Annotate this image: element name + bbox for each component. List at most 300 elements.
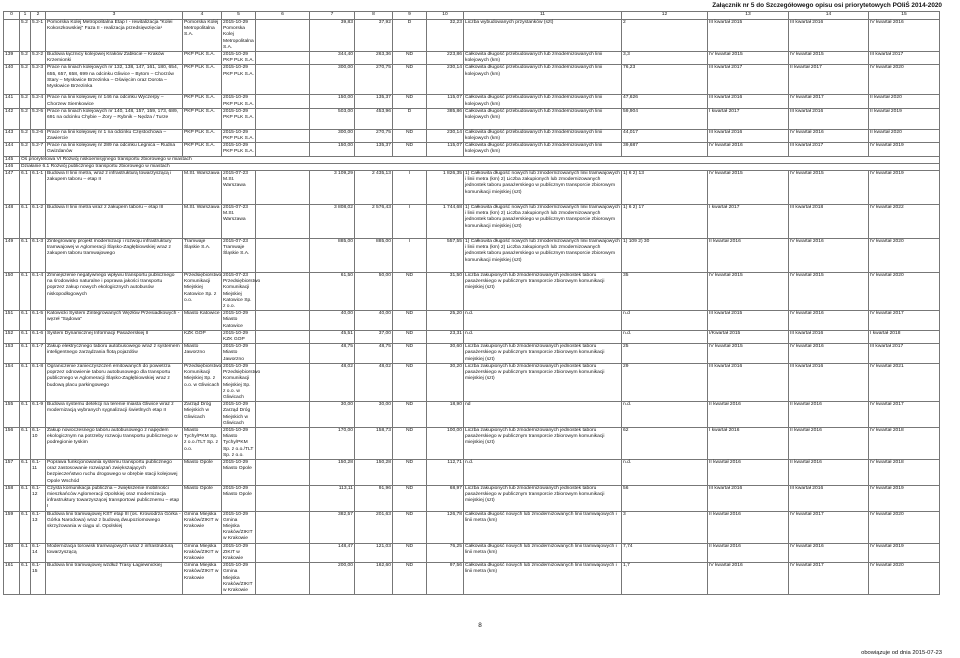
table-cell-col-10: 115,07	[427, 143, 464, 156]
table-cell-col-8: 91,96	[355, 485, 393, 511]
table-cell-col-13: IV kwartał 2015	[708, 344, 789, 364]
table-cell-col-10: 31,50	[427, 273, 464, 311]
table-cell-col-11: Całkowita długość przebudowanych lub zmodernizowanych linii kolejowych (km)	[464, 95, 622, 108]
table-cell-col-0: 159	[4, 511, 20, 543]
table-cell-col-11: Liczba zakupionych lub zmodernizowanych jednostek taboru pasażerskiego w publicznym transporcie zbiorowym komunikacji miejskiej (szt)	[464, 344, 622, 364]
table-cell-col-6	[256, 344, 310, 364]
table-cell-col-6	[256, 459, 310, 485]
table-cell-col-4: Przedsiębiorstwo Komunikacji Miejskiej Katowice Sp. z o.o.	[183, 273, 222, 311]
table-cell-col-12: 76,23	[622, 65, 708, 95]
table-cell-col-14: IV kwartał 2016	[789, 129, 869, 142]
table-row	[4, 344, 940, 364]
table-cell-col-9: I	[393, 171, 427, 205]
table-cell-col-11: Całkowita długość nowych lub zmodernizowanych linii tramwajowych i linii metra (km)	[464, 511, 622, 543]
table-cell-col-4: Miasto Opole	[183, 459, 222, 485]
table-cell-col-0: 151	[4, 311, 20, 331]
table-cell-col-10: 223,86	[427, 52, 464, 65]
cell-lp: 146	[4, 163, 20, 170]
table-cell-col-9: ND	[393, 402, 427, 428]
table-cell-col-6	[256, 205, 310, 239]
table-cell-col-10: 126,78	[427, 511, 464, 543]
table-cell-col-12: 35	[622, 273, 708, 311]
table-cell-col-12: 3,3	[622, 52, 708, 65]
table-cell-col-13: III kwartał 2016	[708, 95, 789, 108]
table-cell-col-11: 1) Całkowita długość nowych lub zmodernizowanych linii tramwajowych i linii metra (km) 2) Liczba zakupionych lub zmodernizowanych jednostek taboru pasażerskiego w publicznym transporcie zbiorowym komunikacji miejskiej (szt)	[464, 171, 622, 205]
table-cell-col-15: IV kwartał 2020	[869, 65, 940, 95]
table-cell-col-9: D	[393, 20, 427, 52]
table-cell-col-0: 160	[4, 543, 20, 563]
table-cell-col-6	[256, 311, 310, 331]
table-row	[4, 485, 940, 511]
table-cell-col-6	[256, 485, 310, 511]
table-cell-col-7: 45,51	[310, 330, 355, 343]
table-cell-col-1: 6.1	[20, 402, 31, 428]
table-cell-col-8: 270,75	[355, 65, 393, 95]
table-cell-col-13: III kwartał 2017	[708, 65, 789, 95]
table-cell-col-15: III kwartał 2017	[869, 52, 940, 65]
table-row	[4, 511, 940, 543]
table-cell-col-4: PKP PLK S.A.	[183, 129, 222, 142]
table-cell-col-10: 30,20	[427, 363, 464, 401]
table-cell-col-4: Pomorska Kolej Metropolitalna S.A.	[183, 20, 222, 52]
table-cell-col-10: 97,56	[427, 563, 464, 595]
table-cell-col-13: IV kwartał 2016	[708, 563, 789, 595]
table-cell-col-0: 149	[4, 239, 20, 273]
table-cell-col-1: 6.1	[20, 427, 31, 459]
table-cell-col-12: 1) 6 2) 13	[622, 171, 708, 205]
table-cell-col-0: 161	[4, 563, 20, 595]
table-cell-col-15: II kwartał 2020	[869, 129, 940, 142]
table-cell-col-12: 44,017	[622, 129, 708, 142]
table-row	[4, 52, 940, 65]
table-cell-col-2: 6.1-3	[31, 239, 46, 273]
table-cell-col-5: 2015-07-23 M.St. Warszawa	[222, 171, 256, 205]
table-cell-col-7: 3 808,02	[310, 205, 355, 239]
table-cell-col-2: 5.2-7	[31, 143, 46, 156]
table-cell-col-15: IV kwartał 2020	[869, 273, 940, 311]
column-number: 13	[708, 12, 789, 20]
table-cell-col-7: 885,00	[310, 239, 355, 273]
table-cell-col-4: PKP PLK S.A.	[183, 52, 222, 65]
table-cell-col-2: 6.1-14	[31, 543, 46, 563]
table-cell-col-13: III kwartał 2016	[708, 129, 789, 142]
table-cell-col-1: 6.1	[20, 330, 31, 343]
table-cell-col-1: 6.1	[20, 543, 31, 563]
table-cell-col-11: 1) Całkowita długość nowych lub zmodernizowanych linii tramwajowych i linii metra (km) 2) Liczba zakupionych lub zmodernizowanych jednostek taboru pasażerskiego w publicznym transporcie zbiorowym komunikacji miejskiej (szt)	[464, 205, 622, 239]
table-cell-col-10: 100,00	[427, 427, 464, 459]
table-cell-col-5: 2015-10-29 ZIKIT w Krakowie	[222, 543, 256, 563]
table-cell-col-8: 158,73	[355, 427, 393, 459]
table-cell-col-15: IV kwartał 2017	[869, 311, 940, 331]
table-cell-col-8: 453,96	[355, 108, 393, 129]
table-cell-col-4: Miasto Jaworzno	[183, 344, 222, 364]
table-cell-col-7: 503,00	[310, 108, 355, 129]
table-cell-col-12: 1) 6 2) 17	[622, 205, 708, 239]
table-cell-col-10: 18,90	[427, 402, 464, 428]
table-cell-col-14: IV kwartał 2015	[789, 52, 869, 65]
table-cell-col-0: 141	[4, 95, 20, 108]
table-cell-col-3: Budowa II linii metra, wraz z infrastrukturą towarzyszącą i zakupem taboru – etap II	[46, 171, 183, 205]
table-cell-col-15: IV kwartał 2020	[869, 563, 940, 595]
table-cell-col-8: 50,00	[355, 273, 393, 311]
table-cell-col-0: 142	[4, 108, 20, 129]
table-cell-col-15: II kwartał 2019	[869, 108, 940, 129]
table-cell-col-4: Zarząd Dróg Miejskich w Gliwicach	[183, 402, 222, 428]
table-cell-col-6	[256, 511, 310, 543]
table-cell-col-5: 2015-10-29 Pomorska Kolej Metropolitalna S.A.	[223, 20, 254, 50]
table-cell-col-6	[256, 143, 310, 156]
table-cell-col-5: 2015-10-29 Miasto Jaworzno	[222, 344, 256, 364]
table-cell-col-0: 152	[4, 330, 20, 343]
table-cell-col-6	[256, 543, 310, 563]
table-cell-col-13: III kwartał 2016	[708, 485, 789, 511]
table-cell-col-5: 2015-10-29 PKP PLK S.A.	[222, 65, 256, 95]
table-cell-col-3: Katowicki System Zintegrowanych Węzłów Przesiadkowych - węzeł "Sądowa"	[46, 311, 183, 331]
table-cell-col-12: 1,7	[622, 563, 708, 595]
table-cell-col-1: 6.1	[20, 511, 31, 543]
table-cell-col-9: I	[393, 205, 427, 239]
table-cell-col-3: Zmniejszenie negatywnego wpływu transportu publicznego na środowisko naturalne i poprawa jakości transportu poprzez zakup nowych ekologicznych autobusów niskopodłogowych	[46, 273, 183, 311]
table-cell-col-5: 2015-10-29 Gmina Miejska Kraków/ZIKIT w Krakowie	[222, 563, 256, 595]
table-cell-col-6	[256, 330, 310, 343]
table-cell-col-14: IV kwartał 2015	[789, 273, 869, 311]
table-cell-col-12: 3	[622, 511, 708, 543]
table-row	[4, 563, 940, 595]
table-cell-col-15: II kwartał 2020	[869, 95, 940, 108]
table-row	[4, 459, 940, 485]
table-cell-col-1: 5.2	[20, 108, 31, 129]
table-cell-col-9: ND	[393, 129, 427, 142]
table-cell-col-4: M.St. Warszawa	[183, 171, 222, 205]
table-cell-col-12: 62	[622, 427, 708, 459]
table-cell-col-11: Liczba wybudowanych przystanków (szt)	[464, 20, 622, 52]
table-cell-col-2: 5.2-3	[31, 65, 46, 95]
table-cell-col-3: Modernizacja torowisk tramwajowych wraz z infrastrukturą towarzyszącą	[46, 543, 183, 563]
table-cell-col-3: Budowa systemu detekcji na terenie miasta Gliwice wraz z modernizacją wybranych sygnalizacji świetlnych etap II	[46, 402, 183, 428]
table-cell-col-15: IV kwartał 2020	[869, 511, 940, 543]
table-cell-col-11: Całkowita długość przebudowanych lub zmodernizowanych linii kolejowych (km)	[464, 129, 622, 142]
section-row	[4, 163, 940, 170]
section-title: Działanie 6.1 Rozwój publicznego transportu zbiorowego w miastach	[20, 163, 940, 170]
table-cell-col-11: n.d.	[464, 311, 622, 331]
table-cell-col-10: 112,71	[427, 459, 464, 485]
table-cell-col-3: System Dynamicznej Informacji Pasażerskiej II	[46, 330, 183, 343]
table-cell-col-3: Prace na linii kolejowej nr 1 na odcinku Częstochowa – Zawiercie	[46, 129, 183, 142]
table-cell-col-1: 6.1	[20, 363, 31, 401]
column-number: 12	[622, 12, 708, 20]
table-cell-col-1: 6.1	[20, 311, 31, 331]
table-row	[4, 205, 940, 239]
table-cell-col-2: 6.1-4	[31, 273, 46, 311]
table-cell-col-10: 32,23	[427, 20, 464, 52]
table-cell-col-1: 6.1	[20, 485, 31, 511]
table-cell-col-11: Całkowita długość przebudowanych lub zmodernizowanych linii kolejowych (km)	[464, 143, 622, 156]
table-cell-col-3: Prace na liniach kolejowych nr 140, 148, 157, 159, 173, 689, 691 na odcinku Chybie – Żory – Rybnik – Nędza / Turze	[46, 108, 183, 129]
table-cell-col-14: IV kwartał 2015	[789, 171, 869, 205]
table-cell-col-4: Gmina Miejska Kraków/ZIKIT w Krakowie	[183, 511, 222, 543]
table-cell-col-9: ND	[393, 563, 427, 595]
table-cell-col-2: 6.1-8	[31, 363, 46, 401]
table-cell-col-12: n.d	[622, 311, 708, 331]
table-cell-col-1: 6.1	[20, 205, 31, 239]
table-cell-col-7: 382,57	[310, 511, 355, 543]
table-cell-col-13: III kwartał 2015	[708, 20, 789, 52]
table-cell-col-10: 68,97	[427, 485, 464, 511]
column-number: 3	[46, 12, 183, 20]
table-cell-col-0: 147	[4, 171, 20, 205]
table-cell-col-11: Liczba zakupionych lub zmodernizowanych jednostek taboru pasażerskiego w publicznym transporcie zbiorowym komunikacji miejskiej (szt)	[464, 363, 622, 401]
table-cell-col-14: II kwartał 2016	[789, 427, 869, 459]
table-cell-col-1: 6.1	[20, 273, 31, 311]
table-cell-col-2: 6.1-11	[31, 459, 46, 485]
table-cell-col-9: ND	[393, 311, 427, 331]
table-cell-col-0: 139	[4, 52, 20, 65]
table-cell-col-0: 157	[4, 459, 20, 485]
table-cell-col-14: IV kwartał 2016	[789, 344, 869, 364]
table-row	[4, 543, 940, 563]
table-cell-col-5: 2015-10-29 Miasto Opole	[222, 485, 256, 511]
table-cell-col-13: IV kwartał 2015	[708, 52, 789, 65]
table-cell-col-2: 5.2-5	[31, 108, 46, 129]
table-cell-col-6	[256, 563, 310, 595]
table-cell-col-0: 143	[4, 129, 20, 142]
column-number-row	[4, 12, 940, 20]
table-cell-col-1: 6.1	[20, 459, 31, 485]
table-cell-col-0: 140	[4, 65, 20, 95]
page-number: 8	[478, 622, 482, 629]
table-row	[4, 273, 940, 311]
table-cell-col-10: 25,20	[427, 311, 464, 331]
table-cell-col-3: Zakup nowoczesnego taboru autobusowego z napędem ekologicznym na potrzeby rozwoju transportu publicznego w podregionie tyskim	[46, 427, 183, 459]
table-cell-col-14: IV kwartał 2016	[789, 311, 869, 331]
table-cell-col-7: 48,75	[310, 344, 355, 364]
column-number: 1	[20, 12, 31, 20]
section-row	[4, 156, 940, 163]
table-cell-col-13: I kwartał 2017	[708, 108, 789, 129]
table-cell-col-1: 6.1	[20, 344, 31, 364]
table-cell-col-12: 47,626	[622, 95, 708, 108]
table-cell-col-4: PKP PLK S.A.	[183, 143, 222, 156]
table-cell-col-3: Budowa łącznicy kolejowej Kraków Zabłocie – Kraków Krzemionki	[46, 52, 183, 65]
table-cell-col-7: 150,28	[310, 459, 355, 485]
table-cell-col-4: PKP PLK S.A.	[183, 65, 222, 95]
table-cell-col-7: 170,00	[310, 427, 355, 459]
table-cell-col-9: ND	[393, 459, 427, 485]
table-cell-col-11: Liczba zakupionych lub zmodernizowanych jednostek taboru pasażerskiego w publicznym transporcie zbiorowym komunikacji miejskiej (szt)	[464, 273, 622, 311]
table-cell-col-3: Budowa II linii metra wraz z zakupem taboru – etap III	[46, 205, 183, 239]
table-cell-col-9: ND	[393, 363, 427, 401]
table-cell-col-15: III kwartał 2017	[869, 344, 940, 364]
table-cell-col-13: I kwartał 2017	[708, 205, 789, 239]
table-cell-col-11: 1) Całkowita długość nowych lub zmodernizowanych linii tramwajowych i linii metra (km) 2) Liczba zakupionych lub zmodernizowanych jednostek taboru pasażerskiego w publicznym transporcie zbiorowym komunikacji miejskiej (szt)	[464, 239, 622, 273]
table-cell-col-3: Czysta komunikacja publiczna – zwiększenie mobilności mieszkańców Aglomeracji Opolskiej oraz modernizacja infrastruktury towarzyszącej transportowi publicznemu – etap I	[46, 485, 183, 511]
table-cell-col-0: 144	[4, 143, 20, 156]
table-cell-col-14: IV kwartał 2016	[789, 543, 869, 563]
table-cell-col-4: Tramwaje Śląskie S.A.	[183, 239, 222, 273]
table-cell-col-9: D	[393, 108, 427, 129]
table-cell-col-9: ND	[393, 95, 427, 108]
table-cell-col-7: 200,00	[310, 563, 355, 595]
table-cell-col-5: 2015-10-29 PKP PLK S.A.	[223, 52, 254, 64]
table-cell-col-9: I	[393, 239, 427, 273]
table-cell-col-0	[4, 20, 20, 52]
table-cell-col-0: 153	[4, 344, 20, 364]
table-cell-col-0: 158	[4, 485, 20, 511]
table-cell-col-8: 48,02	[355, 363, 393, 401]
table-cell-col-7: 48,02	[310, 363, 355, 401]
table-cell-col-0: 150	[4, 273, 20, 311]
table-cell-col-15: IV kwartał 2017	[869, 402, 940, 428]
table-cell-col-7: 150,00	[310, 143, 355, 156]
table-cell-col-8: 135,37	[355, 95, 393, 108]
table-cell-col-0: 156	[4, 427, 20, 459]
table-cell-col-7: 300,00	[310, 129, 355, 142]
table-cell-col-12: 2	[622, 20, 708, 52]
table-cell-col-15: IV kwartał 2019	[869, 143, 940, 156]
table-cell-col-1: 5.2	[20, 129, 31, 142]
table-cell-col-15: IV kwartał 2018	[869, 427, 940, 459]
table-cell-col-5: 2015-10-29 PKP PLK S.A.	[222, 108, 256, 129]
table-cell-col-6	[256, 52, 310, 65]
table-cell-col-12: 59,904	[622, 108, 708, 129]
table-cell-col-13: I/Kwartał 2015	[708, 330, 789, 343]
table-cell-col-9: ND	[393, 330, 427, 343]
table-cell-col-9: ND	[393, 52, 427, 65]
table-cell-col-5: 2015-10-29 KZK GOP	[222, 330, 256, 343]
table-cell-col-12: 29	[622, 363, 708, 401]
table-cell-col-8: 885,00	[355, 239, 393, 273]
table-cell-col-10: 230,14	[427, 129, 464, 142]
table-cell-col-7: 30,00	[310, 402, 355, 428]
table-row	[4, 311, 940, 331]
table-cell-col-7: 300,00	[310, 65, 355, 95]
table-cell-col-4: PKP PLK S.A.	[183, 108, 222, 129]
table-cell-col-11: Liczba zakupionych lub zmodernizowanych jednostek taboru pasażerskiego w publicznym transporcie zbiorowym komunikacji miejskiej (szt)	[464, 427, 622, 459]
table-cell-col-9: ND	[393, 65, 427, 95]
cell-lp: 145	[4, 156, 20, 163]
table-cell-col-12: 25	[622, 344, 708, 364]
column-number: 11	[464, 12, 622, 20]
table-cell-col-9: ND	[393, 543, 427, 563]
table-cell-col-1: 6.1	[20, 239, 31, 273]
table-cell-col-13: II kwartał 2016	[708, 511, 789, 543]
table-cell-col-4: Przedsiębiorstwo Komunikacji Miejskiej Sp. z o.o. w Gliwicach	[183, 363, 222, 401]
table-cell-col-14: IV kwartał 2017	[789, 511, 869, 543]
table-cell-col-14: III kwartał 2016	[789, 20, 869, 52]
table-cell-col-14: II kwartał 2016	[789, 402, 869, 428]
column-number: 6	[256, 12, 310, 20]
table-cell-col-11: Całkowita długość przebudowanych lub zmodernizowanych linii kolejowych (km)	[464, 52, 622, 65]
table-cell-col-3: Poprawa funkcjonowania systemu transportu publicznego oraz zastosowanie rozwiązań zwiększających bezpieczeństwo ruchu drogowego w obrębie stacji kolejowej Opole Wschód	[46, 459, 183, 485]
table-cell-col-12: 39,687	[622, 143, 708, 156]
table-cell-col-4: Miasto Katowice	[183, 311, 222, 331]
table-cell-col-8: 135,37	[355, 143, 393, 156]
table-cell-col-3: Prace na linii kolejowej nr 146 na odcinku Wyczerpy – Chorzew Siemkowice	[46, 95, 183, 108]
table-cell-col-2: 6.1-6	[31, 330, 46, 343]
table-cell-col-10: 30,60	[427, 344, 464, 364]
table-cell-col-5: 2015-10-29 Gmina Miejska Kraków/ZIKIT w Krakowie	[222, 511, 256, 543]
table-cell-col-8: 150,28	[355, 459, 393, 485]
table-cell-col-5: 2015-10-29 PKP PLK S.A.	[223, 143, 254, 155]
projects-table	[3, 11, 940, 595]
table-cell-col-6	[256, 402, 310, 428]
table-cell-col-8: 37,00	[355, 330, 393, 343]
table-cell-col-10: 115,07	[427, 95, 464, 108]
table-cell-col-2: 5.2-4	[31, 95, 46, 108]
table-cell-col-7: 39,83	[310, 20, 355, 52]
table-cell-col-11: n.d.	[464, 330, 622, 343]
table-cell-col-1: 5.2	[20, 52, 31, 65]
table-cell-col-9: ND	[393, 427, 427, 459]
table-cell-col-10: 230,14	[427, 65, 464, 95]
table-cell-col-14: III kwartał 2016	[789, 108, 869, 129]
table-cell-col-5: 2015-07-23 Tramwaje Śląskie S.A.	[222, 239, 256, 273]
table-cell-col-14: III kwartał 2016	[789, 485, 869, 511]
table-cell-col-4: Miasto Opole	[183, 485, 222, 511]
table-cell-col-6	[256, 363, 310, 401]
table-cell-col-2: 6.1-7	[31, 344, 46, 364]
table-cell-col-13: III kwartał 2016	[708, 363, 789, 401]
table-cell-col-13: III kwartał 2015	[708, 311, 789, 331]
table-cell-col-1: 6.1	[20, 563, 31, 595]
table-cell-col-14: III kwartał 2016	[789, 363, 869, 401]
table-row	[4, 65, 940, 95]
table-cell-col-0: 148	[4, 205, 20, 239]
table-cell-col-15: IV kwartał 2019	[869, 171, 940, 205]
table-cell-col-1: 5.2	[20, 143, 31, 156]
table-cell-col-0: 155	[4, 402, 20, 428]
table-cell-col-10: 1 744,68	[427, 205, 464, 239]
table-cell-col-5: 2015-10-29 Zarząd Dróg Miejskich w Gliwicach	[222, 402, 256, 428]
table-cell-col-12: 56	[622, 485, 708, 511]
section-title: Oś priorytetowa VI Rozwój niskoemisyjnego transportu zbiorowego w miastach	[20, 156, 940, 163]
table-row	[4, 402, 940, 428]
table-cell-col-3: Ograniczenie zanieczyszczeń emitowanych do powietrza poprzez odnowienie taboru autobusowego dla transportu publicznego w Aglomeracji Śląsko-Zagłębiowskiej wraz z budową placu parkingowego	[46, 363, 183, 401]
table-cell-col-12: 1) 109 2) 30	[622, 239, 708, 273]
table-cell-col-13: II kwartał 2016	[708, 239, 789, 273]
table-row	[4, 108, 940, 129]
table-row	[4, 20, 940, 52]
table-cell-col-9: ND	[393, 485, 427, 511]
table-cell-col-8: 162,60	[355, 563, 393, 595]
table-cell-col-2: 6.1-12	[31, 485, 46, 511]
table-row	[4, 129, 940, 142]
table-cell-col-2: 5.2-2	[31, 52, 46, 65]
table-cell-col-8: 121,03	[355, 543, 393, 563]
table-cell-col-1: 5.2	[20, 95, 31, 108]
table-cell-col-13: IV kwartał 2015	[708, 273, 789, 311]
table-cell-col-1: 5.2	[20, 20, 31, 52]
table-cell-col-13: IV kwartał 2015	[708, 171, 789, 205]
table-cell-col-15: IV kwartał 2021	[869, 363, 940, 401]
table-cell-col-7: 61,50	[310, 273, 355, 311]
table-cell-col-7: 150,00	[310, 95, 355, 108]
table-cell-col-6	[256, 108, 310, 129]
table-row	[4, 427, 940, 459]
table-cell-col-5: 2015-10-29 Miasto Katowice	[222, 311, 256, 331]
table-cell-col-7: 3 109,29	[310, 171, 355, 205]
column-number: 14	[789, 12, 869, 20]
table-cell-col-15: I kwartał 2018	[869, 330, 940, 343]
table-cell-col-4: M.St. Warszawa	[183, 205, 222, 239]
table-cell-col-7: 344,40	[310, 52, 355, 65]
table-cell-col-1: 6.1	[20, 171, 31, 205]
validity-date: obowiązuje od dnia 2015-07-23	[861, 650, 942, 656]
table-cell-col-12: 7,74	[622, 543, 708, 563]
document-title: Załącznik nr 5 do Szczegółowego opisu osi priorytetowych POIiŚ 2014-2020	[712, 2, 942, 9]
table-cell-col-5: 2015-10-29 Miasto Tychy/PKM Sp. z o.o./TLT Sp. z o.o.	[222, 427, 256, 459]
table-cell-col-7: 148,47	[310, 543, 355, 563]
